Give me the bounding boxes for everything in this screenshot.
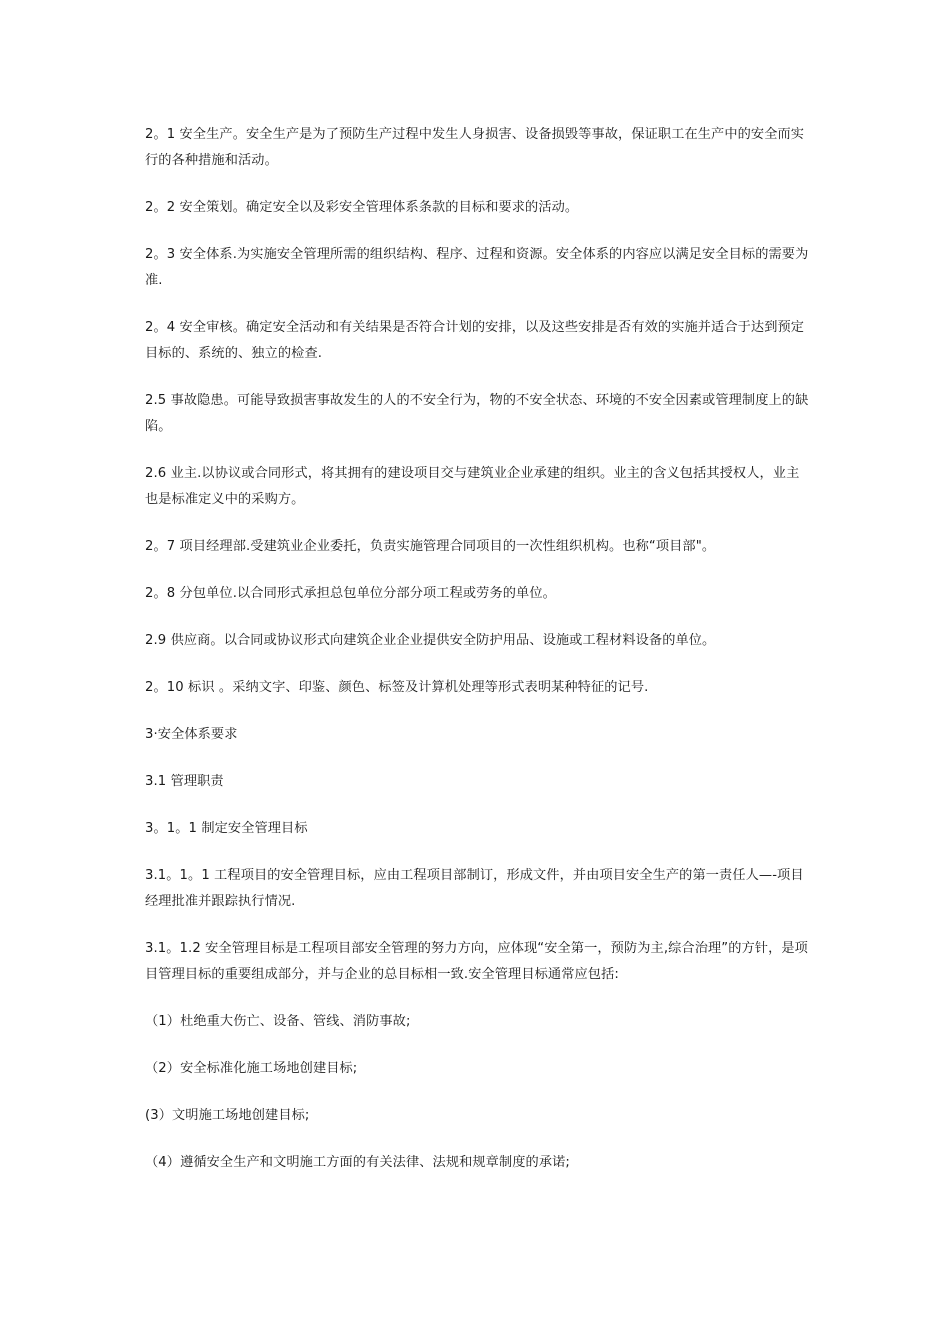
list-item-1: （1）杜绝重大伤亡、设备、管线、消防事故; (145, 1014, 411, 1029)
section-heading-3-1: 3.1 管理职责 (145, 774, 224, 789)
section-heading-3: 3·安全体系要求 (145, 727, 238, 742)
list-item-4: （4）遵循安全生产和文明施工方面的有关法律、法规和规章制度的承诺; (145, 1155, 570, 1170)
paragraph-2-7: 2。7 项目经理部.受建筑业企业委托，负责实施管理合同项目的一次性组织机构。也称“项目部"。 (145, 539, 716, 554)
paragraph-2-8: 2。8 分包单位.以合同形式承担总包单位分部分项工程或劳务的单位。 (145, 586, 556, 601)
paragraph-2-10: 2。10 标识 。采纳文字、印鉴、颜色、标签及计算机处理等形式表明某种特征的记号. (145, 680, 649, 695)
paragraph-2-2: 2。2 安全策划。确定安全以及彩安全管理体系条款的目标和要求的活动。 (145, 200, 579, 215)
paragraph-2-4: 2。4 安全审核。确定安全活动和有关结果是否符合计划的安排，以及这些安排是否有效的实施并适合于达到预定目标的、系统的、独立的检查. (145, 320, 805, 361)
paragraph-2-5: 2.5 事故隐患。可能导致损害事故发生的人的不安全行为，物的不安全状态、环境的不安全因素或管理制度上的缺陷。 (145, 393, 809, 434)
paragraph-2-1: 2。1 安全生产。安全生产是为了预防生产过程中发生人身损害、设备损毁等事故，保证职工在生产中的安全而实行的各种措施和活动。 (145, 127, 805, 168)
paragraph-2-3: 2。3 安全体系.为实施安全管理所需的组织结构、程序、过程和资源。安全体系的内容应以满足安全目标的需要为准. (145, 247, 809, 288)
paragraph-3-1-1-1: 3.1。1。1 工程项目的安全管理目标，应由工程项目部制订，形成文件，并由项目安全生产的第一责任人—-项目经理批准并跟踪执行情况. (145, 868, 804, 909)
document-body (145, 122, 810, 1197)
section-heading-3-1-1: 3。1。1 制定安全管理目标 (145, 821, 308, 836)
list-item-2: （2）安全标准化施工场地创建目标; (145, 1061, 358, 1076)
paragraph-2-6: 2.6 业主.以协议或合同形式，将其拥有的建设项目交与建筑业企业承建的组织。业主的含义包括其授权人，业主也是标准定义中的采购方。 (145, 466, 800, 507)
list-item-3: (3）文明施工场地创建目标; (145, 1108, 310, 1123)
paragraph-3-1-1-2: 3.1。1.2 安全管理目标是工程项目部安全管理的努力方向，应体现“安全第一，预防为主,综合治理”的方针，是项目管理目标的重要组成部分，并与企业的总目标相一致.安全管理目标通常应包括: (145, 941, 808, 982)
paragraph-2-9: 2.9 供应商。以合同或协议形式向建筑企业企业提供安全防护用品、设施或工程材料设备的单位。 (145, 633, 716, 648)
